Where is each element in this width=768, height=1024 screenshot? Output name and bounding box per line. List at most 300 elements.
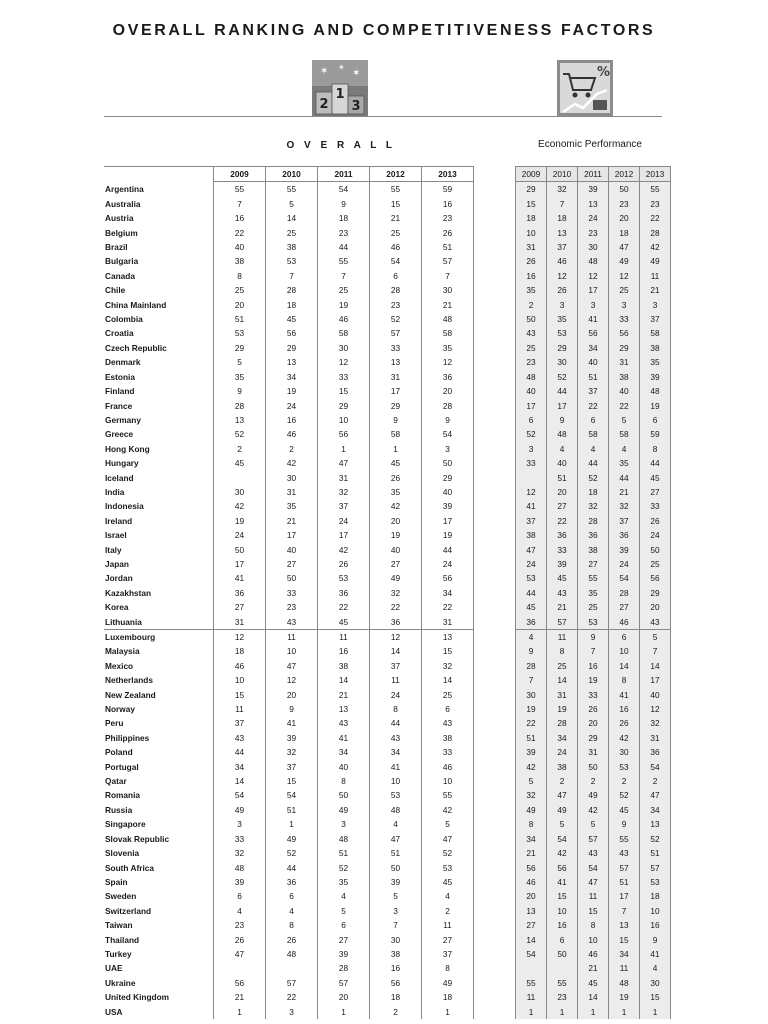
overall-rank-cell: 15 <box>214 688 266 702</box>
overall-rank-cell: 55 <box>266 182 318 197</box>
econ-rank-cell: 28 <box>609 586 640 600</box>
econ-rank-cell: 8 <box>609 673 640 687</box>
table-row <box>516 918 671 932</box>
econ-rank-cell: 30 <box>547 355 578 369</box>
econ-rank-cell: 50 <box>547 947 578 961</box>
table-row <box>104 990 474 1004</box>
econ-rank-cell: 9 <box>609 817 640 831</box>
overall-rank-cell: 36 <box>370 615 422 630</box>
econ-rank-cell: 13 <box>609 918 640 932</box>
overall-rank-cell: 6 <box>266 889 318 903</box>
econ-rank-cell: 24 <box>640 528 671 542</box>
econ-rank-cell: 6 <box>640 413 671 427</box>
econ-rank-cell: 7 <box>516 673 547 687</box>
econ-rank-cell: 27 <box>547 499 578 513</box>
table-row <box>104 630 474 645</box>
table-row <box>516 197 671 211</box>
econ-rank-cell: 32 <box>640 716 671 730</box>
country-name: Qatar <box>105 776 127 787</box>
econ-rank-cell: 45 <box>578 976 609 990</box>
econ-rank-cell: 55 <box>516 976 547 990</box>
overall-rank-cell: 27 <box>266 557 318 571</box>
overall-rank-cell: 5 <box>266 197 318 211</box>
table-row <box>104 427 474 441</box>
table-row <box>104 933 474 947</box>
econ-rank-cell: 20 <box>609 211 640 225</box>
table-row <box>516 399 671 413</box>
overall-rank-cell: 13 <box>422 630 474 645</box>
country-name: Austria <box>105 213 134 224</box>
overall-rank-cell: 9 <box>214 384 266 398</box>
econ-rank-cell: 21 <box>640 283 671 297</box>
econ-rank-cell: 4 <box>609 442 640 456</box>
overall-rank-cell: 33 <box>214 832 266 846</box>
country-name: Singapore <box>105 819 146 830</box>
econ-rank-cell: 41 <box>516 499 547 513</box>
econ-rank-cell: 22 <box>547 514 578 528</box>
overall-rank-cell: 16 <box>318 644 370 658</box>
econ-rank-cell: 3 <box>578 298 609 312</box>
econ-rank-cell: 16 <box>578 659 609 673</box>
overall-rank-cell: 29 <box>318 399 370 413</box>
overall-rank-cell: 41 <box>266 716 318 730</box>
econ-rank-cell: 49 <box>516 803 547 817</box>
econ-rank-cell: 50 <box>578 760 609 774</box>
econ-rank-cell: 51 <box>609 875 640 889</box>
econ-rank-cell: 31 <box>516 240 547 254</box>
overall-rank-cell: 43 <box>214 731 266 745</box>
overall-rank-cell: 56 <box>214 976 266 990</box>
overall-rank-cell: 24 <box>318 514 370 528</box>
overall-rank-cell: 45 <box>266 312 318 326</box>
overall-rank-cell: 8 <box>370 702 422 716</box>
table-row <box>516 832 671 846</box>
econ-rank-cell: 30 <box>640 976 671 990</box>
overall-rank-cell: 49 <box>422 976 474 990</box>
table-row <box>516 528 671 542</box>
econ-rank-cell: 30 <box>578 240 609 254</box>
econ-rank-cell: 44 <box>547 384 578 398</box>
econ-rank-cell: 55 <box>578 571 609 585</box>
econ-year-header: 2009 <box>516 167 547 182</box>
overall-rank-cell: 23 <box>318 226 370 240</box>
econ-rank-cell: 29 <box>547 341 578 355</box>
econ-rank-cell: 47 <box>516 543 547 557</box>
overall-rank-cell: 50 <box>214 543 266 557</box>
econ-rank-cell: 47 <box>640 788 671 802</box>
country-name: Taiwan <box>105 920 133 931</box>
table-row <box>516 485 671 499</box>
table-row <box>104 326 474 340</box>
econ-rank-cell: 56 <box>609 326 640 340</box>
econ-rank-cell: 19 <box>609 990 640 1004</box>
country-name: France <box>105 400 133 411</box>
overall-rank-cell: 8 <box>266 918 318 932</box>
econ-rank-cell: 37 <box>547 240 578 254</box>
econ-rank-cell: 23 <box>516 355 547 369</box>
table-row <box>516 990 671 1004</box>
table-row <box>516 283 671 297</box>
overall-rank-cell: 19 <box>266 384 318 398</box>
econ-rank-cell: 9 <box>578 630 609 645</box>
country-name: Colombia <box>105 314 143 325</box>
table-row <box>516 760 671 774</box>
econ-rank-cell: 43 <box>578 846 609 860</box>
svg-text:3: 3 <box>351 99 361 114</box>
country-name: Greece <box>105 429 134 440</box>
econ-rank-cell: 34 <box>609 947 640 961</box>
econ-rank-cell: 43 <box>640 615 671 630</box>
overall-rank-cell: 47 <box>318 456 370 470</box>
econ-rank-cell: 29 <box>516 182 547 197</box>
overall-rank-cell: 49 <box>370 571 422 585</box>
overall-rank-cell: 7 <box>214 197 266 211</box>
table-row <box>104 716 474 730</box>
overall-rank-cell: 19 <box>318 298 370 312</box>
overall-rank-cell: 39 <box>318 947 370 961</box>
table-row <box>516 211 671 225</box>
econ-rank-cell: 36 <box>609 528 640 542</box>
econ-rank-cell: 46 <box>578 947 609 961</box>
econ-rank-cell: 10 <box>640 904 671 918</box>
econ-rank-cell: 50 <box>609 182 640 197</box>
overall-rank-cell: 59 <box>422 182 474 197</box>
overall-rank-cell: 42 <box>370 499 422 513</box>
table-row <box>516 471 671 485</box>
country-name: Bulgaria <box>105 256 139 267</box>
econ-rank-cell: 43 <box>516 326 547 340</box>
overall-rank-cell: 27 <box>318 933 370 947</box>
econ-rank-cell: 29 <box>640 586 671 600</box>
econ-rank-cell: 13 <box>516 904 547 918</box>
table-row <box>516 298 671 312</box>
country-name: Germany <box>105 414 141 425</box>
econ-rank-cell: 17 <box>578 283 609 297</box>
overall-rank-cell: 30 <box>318 341 370 355</box>
econ-rank-cell: 16 <box>516 269 547 283</box>
econ-rank-cell: 45 <box>609 803 640 817</box>
overall-rank-cell: 8 <box>214 269 266 283</box>
table-row <box>104 528 474 542</box>
econ-rank-cell: 10 <box>516 226 547 240</box>
overall-rank-cell: 15 <box>266 774 318 788</box>
overall-rank-cell: 15 <box>422 644 474 658</box>
overall-rank-cell: 50 <box>266 571 318 585</box>
table-row <box>104 254 474 268</box>
overall-rank-cell: 50 <box>318 788 370 802</box>
country-name: China Mainland <box>105 299 167 310</box>
overall-year-header: 2013 <box>422 167 474 182</box>
overall-rank-cell: 5 <box>214 355 266 369</box>
econ-rank-cell: 16 <box>547 918 578 932</box>
overall-rank-cell <box>214 961 266 975</box>
econ-rank-cell: 56 <box>516 861 547 875</box>
overall-rank-cell: 15 <box>370 197 422 211</box>
overall-rank-cell: 10 <box>422 774 474 788</box>
table-row <box>516 312 671 326</box>
overall-rank-cell: 46 <box>214 659 266 673</box>
table-row <box>516 731 671 745</box>
econ-rank-cell <box>547 961 578 975</box>
economic-performance-heading: Economic Performance <box>538 139 642 150</box>
country-name: Luxembourg <box>105 632 156 642</box>
econ-rank-cell: 44 <box>640 456 671 470</box>
econ-rank-cell: 2 <box>547 774 578 788</box>
econ-rank-cell: 38 <box>609 370 640 384</box>
country-name: Canada <box>105 270 135 281</box>
econ-rank-cell: 15 <box>609 933 640 947</box>
overall-rank-cell: 26 <box>318 557 370 571</box>
overall-rank-cell: 54 <box>214 788 266 802</box>
country-name: Denmark <box>105 357 141 368</box>
econ-rank-cell: 19 <box>516 702 547 716</box>
table-row <box>104 471 474 485</box>
overall-rank-cell: 18 <box>266 298 318 312</box>
overall-rank-cell: 47 <box>214 947 266 961</box>
econ-rank-cell: 39 <box>609 543 640 557</box>
econ-rank-cell: 58 <box>640 326 671 340</box>
econ-rank-cell: 16 <box>640 918 671 932</box>
overall-rank-cell: 45 <box>370 456 422 470</box>
econ-rank-cell: 44 <box>578 456 609 470</box>
econ-rank-cell: 34 <box>547 731 578 745</box>
overall-rank-cell: 26 <box>214 933 266 947</box>
econ-rank-cell: 28 <box>547 716 578 730</box>
overall-rank-cell: 22 <box>266 990 318 1004</box>
table-row <box>104 226 474 240</box>
table-row <box>516 803 671 817</box>
econ-rank-cell: 53 <box>516 571 547 585</box>
econ-rank-cell: 33 <box>516 456 547 470</box>
econ-rank-cell: 40 <box>578 355 609 369</box>
overall-rank-cell: 34 <box>318 745 370 759</box>
econ-rank-cell: 26 <box>547 283 578 297</box>
econ-rank-cell: 34 <box>640 803 671 817</box>
shopping-cart-growth-icon <box>557 60 613 116</box>
econ-rank-cell: 13 <box>547 226 578 240</box>
overall-rank-cell: 14 <box>214 774 266 788</box>
overall-rank-cell: 46 <box>318 312 370 326</box>
econ-rank-cell: 3 <box>609 298 640 312</box>
overall-rank-cell: 43 <box>318 716 370 730</box>
table-row <box>516 182 671 197</box>
overall-rank-cell: 20 <box>214 298 266 312</box>
econ-rank-cell: 54 <box>547 832 578 846</box>
country-name: UAE <box>105 963 123 974</box>
overall-rank-cell: 9 <box>370 413 422 427</box>
econ-rank-cell: 48 <box>516 370 547 384</box>
econ-rank-cell: 24 <box>609 557 640 571</box>
overall-rank-cell: 53 <box>318 571 370 585</box>
econ-rank-cell: 27 <box>640 485 671 499</box>
econ-rank-cell: 37 <box>640 312 671 326</box>
econ-rank-cell: 39 <box>516 745 547 759</box>
econ-rank-cell: 18 <box>640 889 671 903</box>
table-row <box>516 226 671 240</box>
table-row <box>516 644 671 658</box>
table-row <box>516 269 671 283</box>
econ-rank-cell: 22 <box>578 399 609 413</box>
overall-rank-cell: 18 <box>214 644 266 658</box>
country-name: Estonia <box>105 371 135 382</box>
overall-rank-cell: 22 <box>214 226 266 240</box>
econ-rank-cell: 36 <box>547 528 578 542</box>
table-row <box>104 355 474 369</box>
overall-rank-cell: 4 <box>214 904 266 918</box>
econ-rank-cell: 33 <box>578 688 609 702</box>
table-row <box>104 976 474 990</box>
overall-rank-cell: 32 <box>266 745 318 759</box>
econ-rank-cell: 36 <box>640 745 671 759</box>
overall-rank-cell: 16 <box>370 961 422 975</box>
overall-rank-cell: 36 <box>318 586 370 600</box>
overall-rank-cell <box>214 471 266 485</box>
overall-rank-cell: 23 <box>370 298 422 312</box>
overall-rank-cell: 18 <box>422 990 474 1004</box>
econ-rank-cell: 35 <box>609 456 640 470</box>
overall-rank-cell: 1 <box>318 442 370 456</box>
econ-rank-cell: 41 <box>578 312 609 326</box>
econ-rank-cell: 2 <box>640 774 671 788</box>
econ-rank-cell: 37 <box>578 384 609 398</box>
overall-rank-cell: 6 <box>214 889 266 903</box>
econ-rank-cell: 23 <box>609 197 640 211</box>
table-row <box>104 283 474 297</box>
econ-rank-cell: 37 <box>516 514 547 528</box>
overall-rank-cell: 13 <box>214 413 266 427</box>
overall-rank-cell: 24 <box>266 399 318 413</box>
table-row <box>104 571 474 585</box>
table-row <box>516 788 671 802</box>
econ-rank-cell: 24 <box>578 211 609 225</box>
econ-rank-cell: 4 <box>516 630 547 645</box>
overall-rank-cell: 12 <box>422 355 474 369</box>
table-row <box>104 600 474 614</box>
econ-rank-cell: 7 <box>609 904 640 918</box>
econ-rank-cell: 8 <box>516 817 547 831</box>
table-row <box>516 904 671 918</box>
table-row <box>516 543 671 557</box>
econ-rank-cell: 34 <box>516 832 547 846</box>
table-row <box>104 702 474 716</box>
overall-rank-cell: 51 <box>318 846 370 860</box>
table-row <box>104 499 474 513</box>
overall-rank-cell: 43 <box>422 716 474 730</box>
country-name: Slovak Republic <box>105 833 170 844</box>
overall-rank-cell: 5 <box>422 817 474 831</box>
overall-rank-cell: 52 <box>214 427 266 441</box>
country-name: Japan <box>105 558 129 569</box>
econ-rank-cell: 35 <box>516 283 547 297</box>
overall-rank-cell: 33 <box>318 370 370 384</box>
table-row <box>104 456 474 470</box>
overall-rank-cell: 11 <box>370 673 422 687</box>
country-name: Hong Kong <box>105 443 150 454</box>
econ-rank-cell: 14 <box>640 659 671 673</box>
overall-rank-cell: 14 <box>318 673 370 687</box>
overall-rank-cell: 17 <box>370 384 422 398</box>
overall-rank-cell: 12 <box>318 355 370 369</box>
overall-rank-cell: 20 <box>422 384 474 398</box>
econ-rank-cell: 27 <box>578 557 609 571</box>
econ-rank-cell: 22 <box>516 716 547 730</box>
table-row <box>516 659 671 673</box>
econ-rank-cell: 8 <box>578 918 609 932</box>
econ-rank-cell: 42 <box>547 846 578 860</box>
econ-rank-cell: 40 <box>609 384 640 398</box>
econ-rank-cell: 14 <box>578 990 609 1004</box>
overall-rank-cell: 14 <box>266 211 318 225</box>
overall-rank-cell: 48 <box>266 947 318 961</box>
country-name: Netherlands <box>105 675 153 686</box>
econ-rank-cell: 40 <box>640 688 671 702</box>
econ-rank-cell: 5 <box>547 817 578 831</box>
overall-rank-cell: 22 <box>422 600 474 614</box>
econ-rank-cell: 16 <box>609 702 640 716</box>
country-name: Chile <box>105 285 126 296</box>
table-row <box>104 644 474 658</box>
overall-rank-cell: 49 <box>266 832 318 846</box>
overall-rank-cell: 13 <box>266 355 318 369</box>
overall-rank-cell: 42 <box>318 543 370 557</box>
overall-rank-cell: 32 <box>422 659 474 673</box>
overall-rank-cell: 56 <box>370 976 422 990</box>
econ-rank-cell: 56 <box>578 326 609 340</box>
overall-rank-cell: 6 <box>318 918 370 932</box>
overall-rank-cell: 17 <box>318 528 370 542</box>
overall-rank-cell: 10 <box>318 413 370 427</box>
overall-rank-cell: 34 <box>422 586 474 600</box>
econ-rank-cell: 22 <box>640 211 671 225</box>
overall-rank-cell: 11 <box>214 702 266 716</box>
table-row <box>516 326 671 340</box>
econ-rank-cell: 27 <box>609 600 640 614</box>
country-name: Mexico <box>105 660 134 671</box>
overall-year-header: 2010 <box>266 167 318 182</box>
overall-rank-cell: 25 <box>370 226 422 240</box>
country-name: Russia <box>105 804 133 815</box>
econ-rank-cell: 6 <box>547 933 578 947</box>
overall-rank-cell: 55 <box>318 254 370 268</box>
overall-rank-cell: 30 <box>370 933 422 947</box>
econ-rank-cell: 2 <box>516 298 547 312</box>
econ-rank-cell: 15 <box>640 990 671 1004</box>
econ-rank-cell: 57 <box>547 615 578 630</box>
econ-rank-cell: 36 <box>578 528 609 542</box>
econ-rank-cell: 33 <box>547 543 578 557</box>
econ-rank-cell: 1 <box>640 1005 671 1019</box>
overall-rank-cell: 21 <box>214 990 266 1004</box>
overall-rank-cell: 37 <box>214 716 266 730</box>
table-row <box>516 254 671 268</box>
overall-rank-cell: 18 <box>318 211 370 225</box>
econ-rank-cell: 8 <box>640 442 671 456</box>
overall-rank-cell: 28 <box>266 283 318 297</box>
econ-rank-cell: 12 <box>640 702 671 716</box>
overall-rank-cell: 8 <box>422 961 474 975</box>
table-row <box>516 947 671 961</box>
table-row <box>104 298 474 312</box>
econ-rank-cell: 23 <box>578 226 609 240</box>
overall-rank-cell: 14 <box>422 673 474 687</box>
overall-rank-cell: 4 <box>370 817 422 831</box>
country-name: India <box>105 486 125 497</box>
econ-rank-cell: 45 <box>640 471 671 485</box>
econ-rank-cell: 1 <box>609 1005 640 1019</box>
overall-rank-cell: 12 <box>266 673 318 687</box>
econ-rank-cell: 51 <box>640 846 671 860</box>
econ-rank-cell: 18 <box>609 226 640 240</box>
